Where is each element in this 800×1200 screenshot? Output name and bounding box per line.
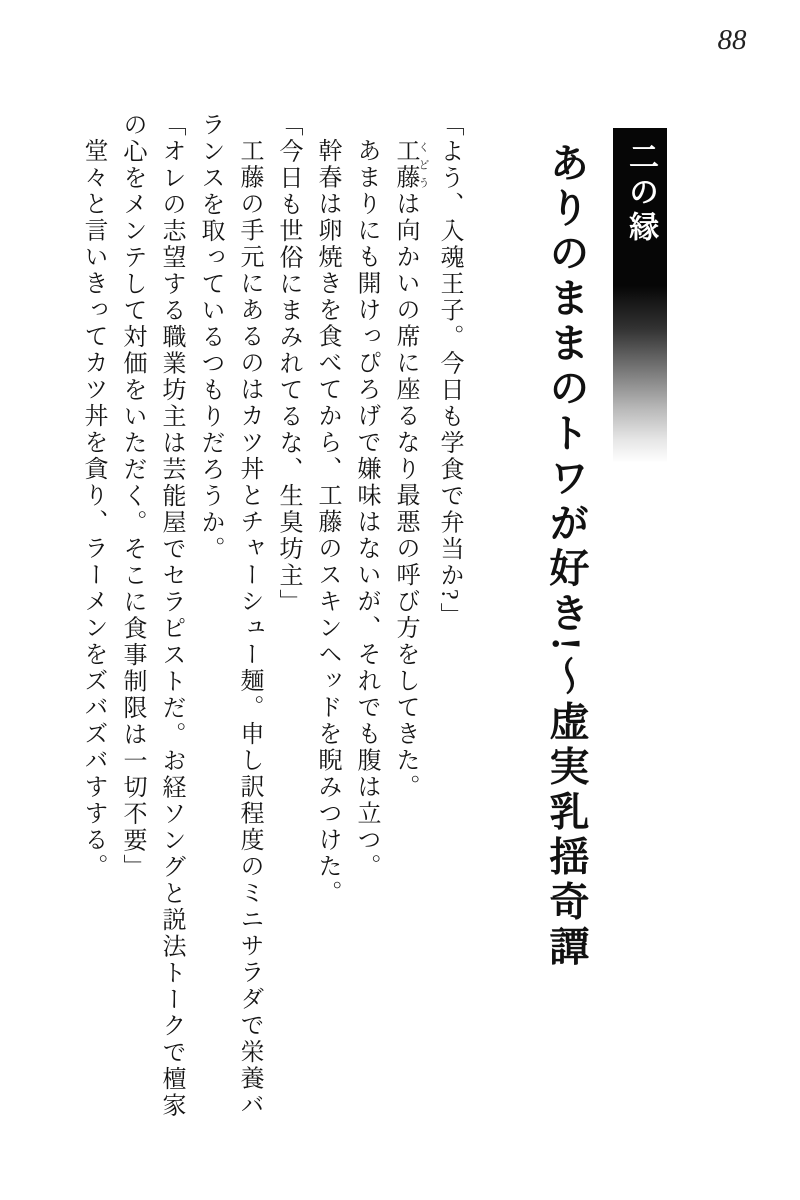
paragraph: 「オレの志望する職業坊主は芸能屋でセラピストだ。お経ソングと説法トークで檀家の心をメンテして対価をいただく。そこに食事制限は一切不要」 <box>119 112 184 1119</box>
paragraph: 「今日も世俗にまみれてるな、生臭坊主」 <box>275 112 301 616</box>
page-number: 88 <box>717 24 747 56</box>
paragraph: 幹春は卵焼きを食べてから、工藤のスキンヘッドを睨みつけた。 <box>314 138 340 907</box>
ruby-annotated-word: 工藤 くどう <box>392 138 429 191</box>
paragraph: 「よう、入魂王子。今日も学食で弁当か?」 <box>436 112 462 629</box>
paragraph: あまりにも開けっぴろげで嫌味はないが、それでも腹は立つ。 <box>353 138 379 880</box>
body-text <box>76 112 468 1136</box>
paragraph: 堂々と言いきってカツ丼を貪り、ラーメンをズバズバすする。 <box>80 138 106 880</box>
chapter-marker: 二の縁 <box>624 141 657 246</box>
paragraph: 工藤 くどうは向かいの席に座るなり最悪の呼び方をしてきた。 <box>392 138 429 801</box>
chapter-bar <box>613 128 667 463</box>
chapter-title: ありのままのトワが好き!〜虚実乳揺奇譚 <box>544 142 589 971</box>
paragraph: 工藤の手元にあるのはカツ丼とチャーシュー麺。申し訳程度のミニサラダで栄養バランスを取っているつもりだろうか。 <box>197 112 262 1119</box>
